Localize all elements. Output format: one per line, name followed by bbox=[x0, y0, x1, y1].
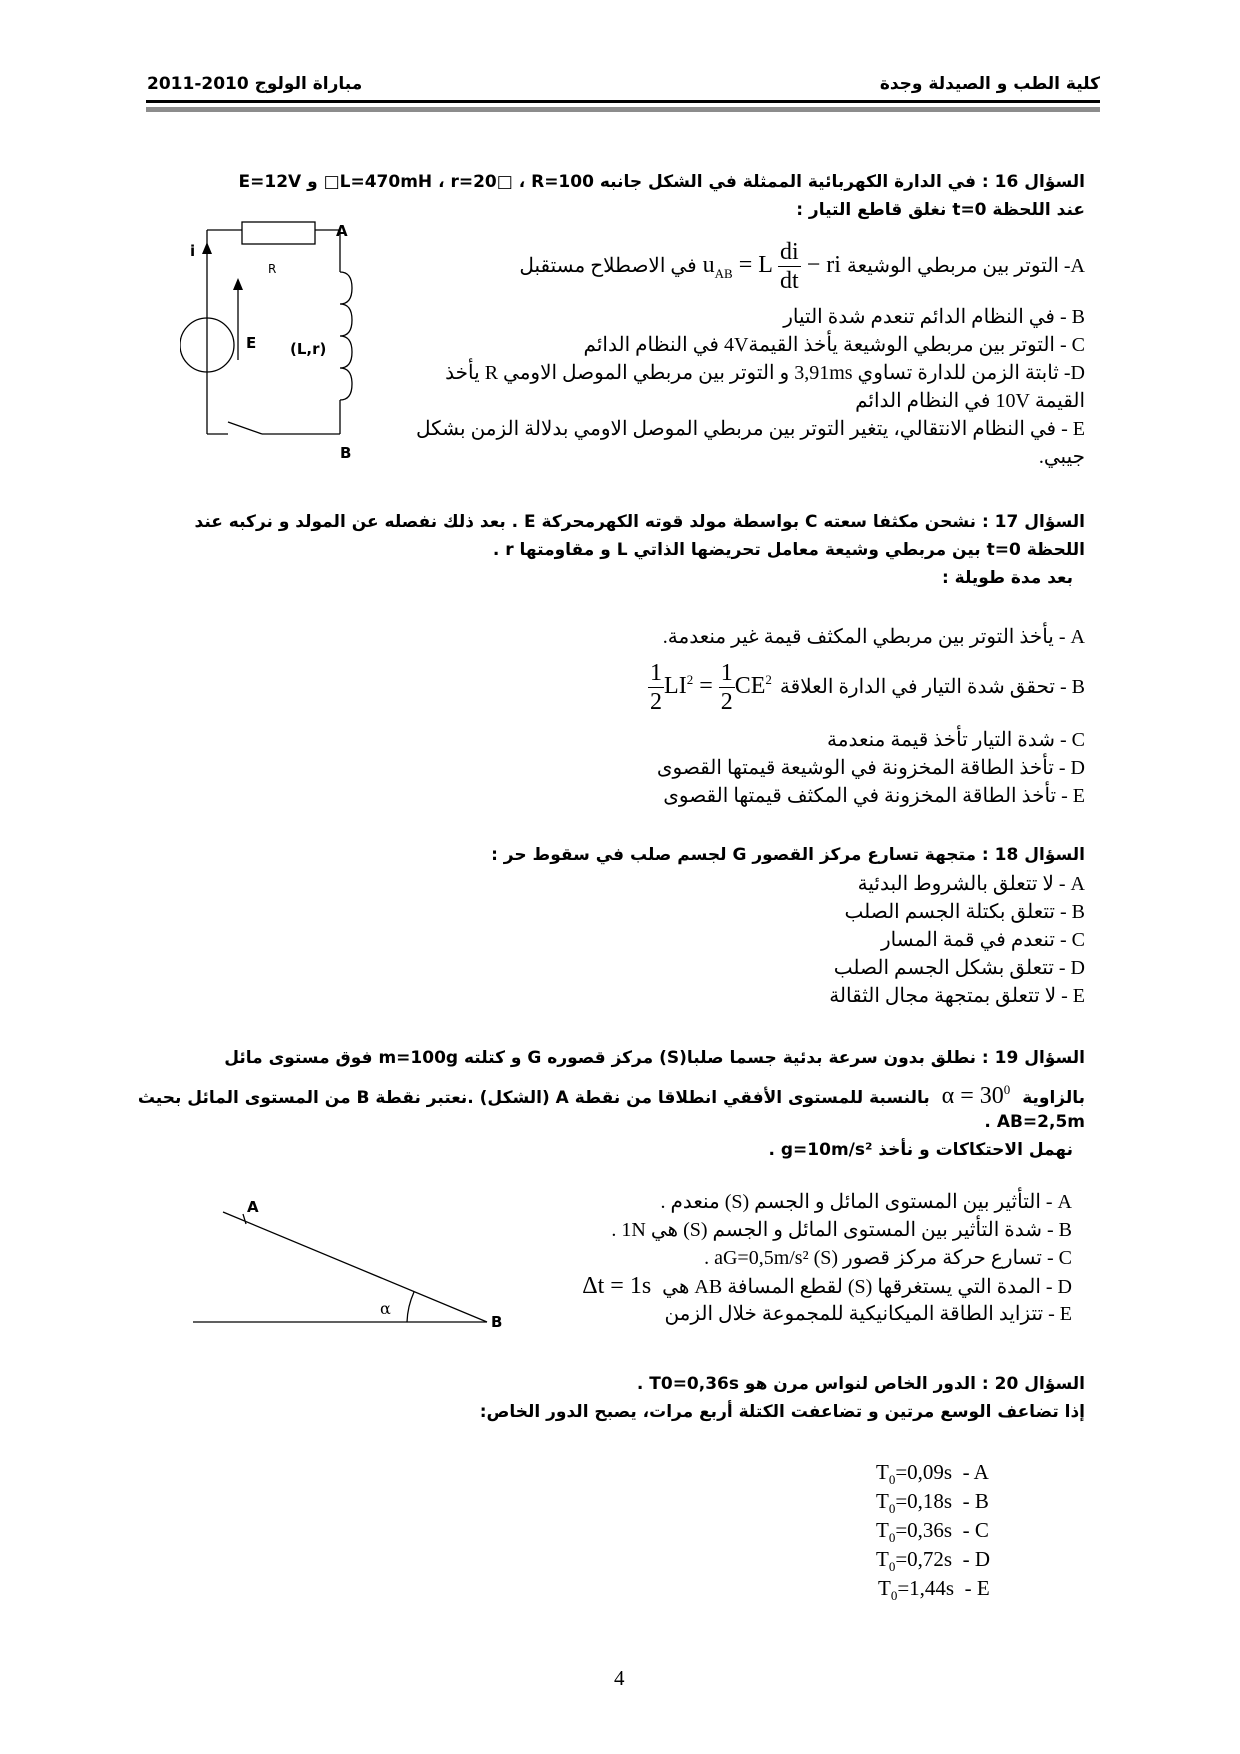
circuit-label-a: A bbox=[336, 222, 348, 240]
q20-c-symbol: T bbox=[876, 1518, 889, 1542]
q16-option-d-cont: القيمة 10V في النظام الدائم bbox=[855, 390, 1085, 412]
header-faculty: كلية الطب و الصيدلة وجدة bbox=[879, 74, 1100, 94]
header-rule-shadow bbox=[146, 107, 1100, 112]
q19-option-e: E - تتزايد الطاقة الميكانيكية للمجموعة خلال الزمن bbox=[664, 1303, 1072, 1325]
q20-a-letter: - A bbox=[962, 1460, 989, 1484]
q16-option-b: B - في النظام الدائم تنعدم شدة التيار bbox=[783, 306, 1085, 328]
q17-ce-exp: 2 bbox=[765, 671, 772, 687]
q18-option-c: C - تنعدم في قمة المسار bbox=[880, 929, 1085, 951]
q19-statement-3: AB=2,5m . bbox=[984, 1112, 1085, 1132]
header-exam-title: مباراة الولوج 2010-2011 bbox=[147, 74, 363, 94]
q17-li-exp: 2 bbox=[686, 671, 694, 687]
q20-option-e bbox=[878, 1574, 990, 1610]
q16-eq-l: = L bbox=[738, 251, 773, 278]
q19-angle-formula bbox=[942, 1083, 1011, 1109]
q19-statement-2 bbox=[138, 1076, 1085, 1112]
q20-b-letter: - B bbox=[962, 1489, 989, 1513]
q20-a-value: =0,09s bbox=[895, 1460, 953, 1484]
q17-statement-2: اللحظة t=0 بين مربطي وشيعة معامل تحريضها الذاتي L و مقاومتها r . bbox=[492, 540, 1085, 560]
circuit-label-e: E bbox=[246, 334, 257, 352]
q17-option-c: C - شدة التيار تأخذ قيمة منعدمة bbox=[827, 729, 1085, 751]
q19-option-c: C - تسارع حركة مركز قصور (S) aG=0,5m/s² . bbox=[704, 1247, 1072, 1269]
q16-fraction bbox=[778, 238, 801, 295]
q20-b-sub: 0 bbox=[888, 1501, 896, 1517]
q16-u-sub: AB bbox=[714, 265, 733, 281]
q16-u: u bbox=[702, 251, 715, 278]
circuit-label-r: R bbox=[268, 262, 277, 276]
q17-option-d: D - تأخذ الطاقة المخزونة في الوشيعة قيمتها القصوى bbox=[656, 757, 1085, 779]
circuit-label-i: i bbox=[190, 242, 196, 260]
q19-alpha-value: α = 30 bbox=[941, 1083, 1004, 1109]
q19-statement: السؤال 19 : نطلق بدون سرعة بدئية جسما صلبا(S) مركز قصوره G و كتلته m=100g فوق مستوى مائل bbox=[224, 1048, 1085, 1068]
q16-option-a-text: A- التوتر بين مربطي الوشيعة bbox=[846, 255, 1085, 277]
q19-option-d-text: D - المدة التي يستغرقها (S) لقطع المسافة AB هي bbox=[662, 1276, 1072, 1298]
q17-option-b-text: B - تحقق شدة التيار في الدارة العلاقة bbox=[779, 676, 1085, 698]
angle-arc bbox=[407, 1292, 414, 1322]
q17-frac1-den: 2 bbox=[650, 688, 663, 715]
q17-li: LI bbox=[664, 672, 687, 699]
header-rule bbox=[146, 100, 1100, 103]
q16-statement-2: عند اللحظة t=0 نغلق قاطع التيار : bbox=[796, 200, 1085, 220]
q18-option-a: A - لا تتعلق بالشروط البدئية bbox=[857, 873, 1085, 895]
q16-option-e-cont: جيبي. bbox=[1038, 446, 1085, 468]
q16-ri: − ri bbox=[806, 251, 841, 278]
q18-statement: السؤال 18 : متجهة تسارع مركز القصور G لجسم صلب في سقوط حر : bbox=[491, 845, 1085, 865]
circuit-label-b: B bbox=[340, 444, 352, 460]
q16-option-a-formula bbox=[703, 238, 841, 295]
q20-d-letter: - D bbox=[962, 1547, 991, 1571]
q20-c-letter: - C bbox=[962, 1518, 989, 1542]
q17-ce: CE bbox=[734, 672, 766, 699]
resistor-symbol bbox=[242, 222, 315, 244]
q17-option-b bbox=[648, 656, 1085, 718]
q17-statement-3: بعد مدة طويلة : bbox=[941, 568, 1073, 588]
incline-label-b: B bbox=[491, 1313, 503, 1331]
point-a-tick bbox=[243, 1214, 246, 1224]
q19-incline-diagram bbox=[185, 1190, 515, 1340]
q20-statement-2: إذا تضاعف الوسع مرتين و تضاعفت الكتلة أربع مرات، يصبح الدور الخاص: bbox=[479, 1402, 1085, 1422]
q16-option-a-tail: في الاصطلاح مستقبل bbox=[519, 255, 697, 277]
q20-d-symbol: T bbox=[876, 1547, 889, 1571]
q19-angle-suffix: بالنسبة للمستوى الأفقي انطلاقا من نقطة A (الشكل) .نعتبر نقطة B من المستوى المائل بحيث bbox=[137, 1088, 930, 1108]
q16-frac-den: dt bbox=[780, 267, 799, 294]
inductor-symbol bbox=[340, 272, 352, 400]
switch-symbol bbox=[228, 422, 262, 434]
q20-d-sub: 0 bbox=[888, 1559, 896, 1575]
q20-e-sub: 0 bbox=[890, 1588, 898, 1604]
q20-d-value: =0,72s bbox=[895, 1547, 953, 1571]
q20-e-letter: - E bbox=[964, 1576, 990, 1600]
q16-circuit-diagram bbox=[180, 220, 380, 460]
q17-statement: السؤال 17 : نشحن مكثفا سعته C بواسطة مولد قوته الكهرمحركة E . بعد ذلك نفصله عن المولد و نركبه عند bbox=[194, 512, 1085, 532]
page-number: 4 bbox=[614, 1666, 625, 1690]
q20-statement: السؤال 20 : الدور الخاص لنواس مرن هو T0=0,36s . bbox=[636, 1374, 1085, 1394]
incline-label-a: A bbox=[247, 1198, 259, 1216]
q19-angle-prefix: بالزاوية bbox=[1022, 1088, 1085, 1108]
q17-frac1-num: 1 bbox=[650, 659, 663, 686]
q18-option-e: E - لا تتعلق بمتجهة مجال الثقالة bbox=[829, 985, 1085, 1007]
q17-frac2-den: 2 bbox=[720, 688, 733, 715]
q16-option-c: C - التوتر بين مربطي الوشيعة يأخذ القيمة4V في النظام الدائم bbox=[583, 334, 1085, 356]
q16-frac-num: di bbox=[780, 238, 799, 265]
q17-eq: = bbox=[699, 672, 713, 699]
q19-option-d bbox=[582, 1272, 1072, 1301]
current-arrow-icon bbox=[202, 242, 212, 254]
q20-c-value: =0,36s bbox=[895, 1518, 953, 1542]
q19-option-b: B - شدة التأثير بين المستوى المائل و الجسم (S) هي 1N . bbox=[611, 1219, 1072, 1241]
q20-b-value: =0,18s bbox=[895, 1489, 953, 1513]
q20-a-symbol: T bbox=[876, 1460, 889, 1484]
q16-statement: السؤال 16 : في الدارة الكهربائية الممثلة في الشكل جانبه L=470mH ، r=20□ ، R=100□ و E=12V bbox=[238, 172, 1085, 192]
q18-option-d: D - تتعلق بشكل الجسم الصلب bbox=[833, 957, 1085, 979]
incline-line bbox=[223, 1212, 487, 1322]
q20-e-symbol: T bbox=[878, 1576, 891, 1600]
q16-option-e: E - في النظام الانتقالي، يتغير التوتر بين مربطي الموصل الاومي بدلالة الزمن بشكل bbox=[415, 418, 1085, 440]
q20-b-symbol: T bbox=[876, 1489, 889, 1513]
q20-a-sub: 0 bbox=[888, 1472, 896, 1488]
q19-option-a: A - التأثير بين المستوى المائل و الجسم (S) منعدم . bbox=[660, 1191, 1072, 1213]
q20-c-sub: 0 bbox=[888, 1530, 896, 1546]
q17-option-e: E - تأخذ الطاقة المخزونة في المكثف قيمتها القصوى bbox=[663, 785, 1085, 807]
q17-energy-formula bbox=[648, 659, 772, 716]
q16-option-d: D- ثابتة الزمن للدارة تساوي 3,91ms و التوتر بين مربطي الموصل الاومي R يأخذ bbox=[445, 362, 1085, 384]
incline-label-alpha: α bbox=[380, 1299, 391, 1318]
q18-option-b: B - تتعلق بكتلة الجسم الصلب bbox=[844, 901, 1085, 923]
q17-frac2-num: 1 bbox=[720, 659, 733, 686]
q19-alpha-exp: 0 bbox=[1003, 1082, 1011, 1097]
q19-statement-4: نهمل الاحتكاكات و نأخذ g=10m/s² . bbox=[768, 1140, 1073, 1160]
q16-option-a bbox=[519, 230, 1085, 302]
q19-option-d-formula: Δt = 1s bbox=[582, 1273, 652, 1299]
q20-e-value: =1,44s bbox=[897, 1576, 955, 1600]
q17-option-a: A - يأخذ التوتر بين مربطي المكثف قيمة غير منعدمة. bbox=[662, 626, 1085, 648]
circuit-label-lr: (L,r) bbox=[290, 340, 327, 358]
